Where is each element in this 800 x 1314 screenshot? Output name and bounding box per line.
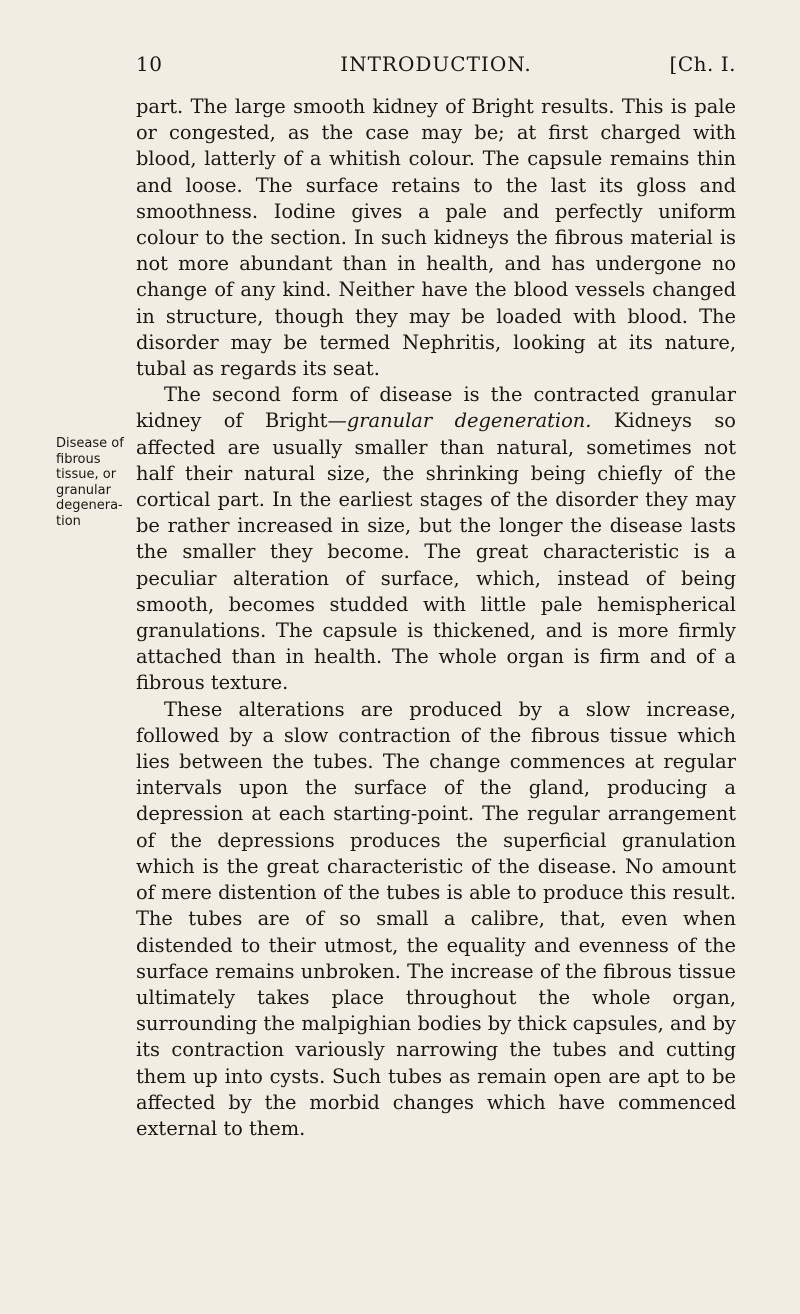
margin-note-line: degenera- — [56, 498, 123, 513]
margin-note-line: tissue, or — [56, 467, 117, 482]
chapter-marker: [Ch. I. — [669, 52, 736, 76]
body-text — [136, 94, 736, 1142]
paragraph-2 — [136, 382, 736, 696]
running-title: INTRODUCTION. — [340, 52, 532, 76]
paragraph-3: These alterations are produced by a slow increase, followed by a slow contraction of the fibrous tissue which lies between the tubes. The change commences at regular intervals upon the surface of the gland, producing a depression at each starting-point. The regular arrangement of the depressions produces the superficial granulation which is the great characteristic of the disease. No amount of mere distention of the tubes is able to produce this result. The tubes are of so small a calibre, that, even when distended to their utmost, the equality and evenness of the surface remains unbroken. The increase of the fibrous tissue ultimately takes place throughout the whole organ, surrounding the malpighian bodies by thick capsules, and by its contraction variously narrowing the tubes and cutting them up into cysts. Such tubes as remain open are apt to be affected by the morbid changes which have commenced external to them. — [136, 697, 736, 1140]
paragraph-2-emphasis: granular degeneration. — [346, 409, 592, 433]
paragraph-2-rest: Kidneys so affected are usually smaller than natural, sometimes not half their natural size, the shrinking being chiefly of the cortical part. In the earliest stages of the disorder they may be rather increased in size, but the longer the disease lasts the smaller they become. The great characteristic is a peculiar alteration of surface, which, instead of being smooth, becomes studded with little pale hemispherical granulations. The capsule is thickened, and is more firmly attached than in health. The whole organ is firm and of a fibrous texture. — [136, 409, 736, 695]
margin-note-line: granular — [56, 482, 111, 498]
margin-note-line: Disease of — [56, 436, 124, 451]
paragraph-2-lead: The second form of disease is the contracted granular kidney of Bright— — [136, 383, 736, 433]
paragraph-1: part. The large smooth kidney of Bright results. This is pale or congested, as the case may be; at first charged with blood, latterly of a whitish colour. The capsule remains thin and loose. The surface retains to the last its gloss and smoothness. Iodine gives a pale and perfectly uniform colour to the section. In such kidneys the fibrous material is not more abundant than in health, and has undergone no change of any kind. Neither have the blood vessels changed in structure, though they may be loaded with blood. The disorder may be termed Nephritis, looking at its nature, tubal as regards its seat. — [136, 95, 736, 381]
margin-note-line: fibrous — [56, 451, 101, 467]
page-number: 10 — [136, 52, 163, 76]
margin-note — [56, 436, 132, 529]
margin-note-line: tion — [56, 513, 81, 529]
running-head — [136, 52, 736, 78]
